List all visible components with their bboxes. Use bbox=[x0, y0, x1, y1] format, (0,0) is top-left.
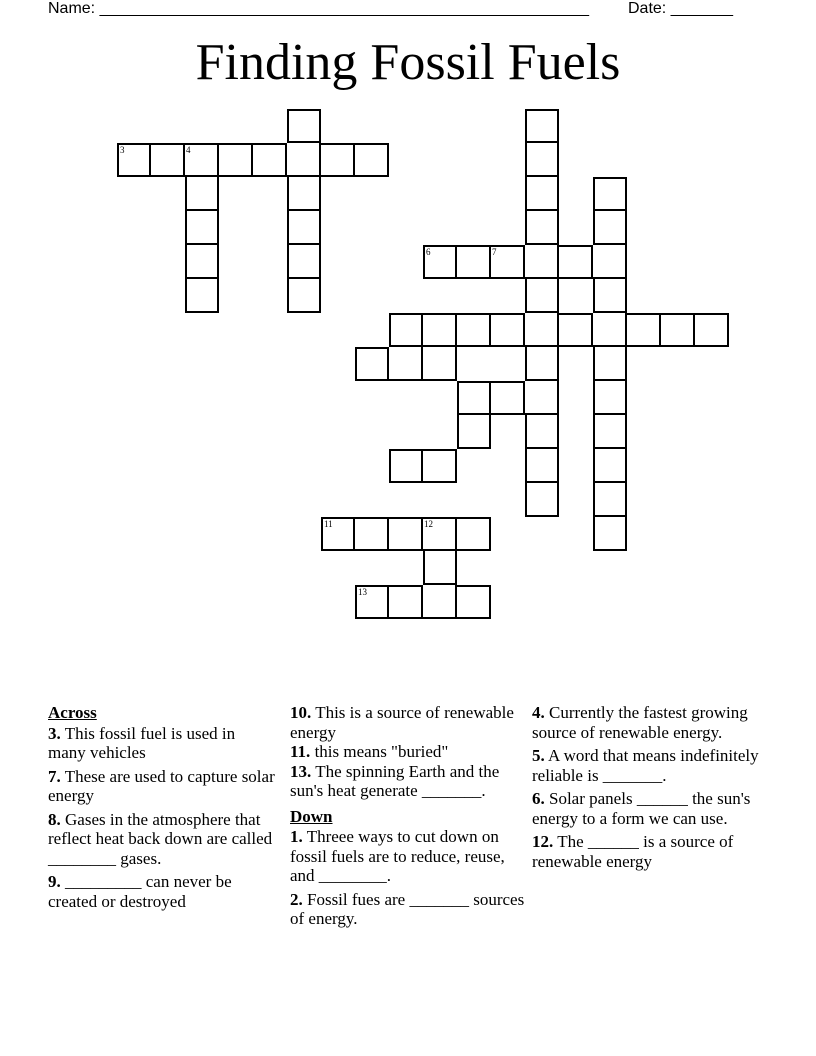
grid-cell[interactable] bbox=[593, 211, 627, 245]
grid-cell[interactable] bbox=[185, 245, 219, 279]
grid-cell[interactable] bbox=[593, 517, 627, 551]
clue-number-label: 4 bbox=[186, 145, 191, 155]
grid-cell[interactable] bbox=[321, 517, 355, 551]
grid-cell[interactable] bbox=[423, 313, 457, 347]
clue-number: 2. bbox=[290, 889, 303, 909]
down-clue-5 bbox=[532, 746, 772, 785]
grid-cell[interactable] bbox=[253, 143, 287, 177]
clue-text: This fossil fuel is used in many vehicles bbox=[48, 723, 236, 762]
grid-cell[interactable] bbox=[525, 143, 559, 177]
grid-cell[interactable] bbox=[287, 177, 321, 211]
across-clue-13 bbox=[290, 762, 526, 801]
grid-cell[interactable] bbox=[525, 109, 559, 143]
clue-number: 11. bbox=[290, 742, 311, 761]
clue-text: This is a source of renewable energy bbox=[290, 703, 514, 742]
across-clue-10 bbox=[290, 703, 526, 742]
grid-cell[interactable] bbox=[389, 449, 423, 483]
grid-cell[interactable] bbox=[287, 109, 321, 143]
grid-cell[interactable] bbox=[491, 381, 525, 415]
grid-cell[interactable] bbox=[287, 143, 321, 177]
grid-cell[interactable] bbox=[287, 211, 321, 245]
clue-number-label: 12 bbox=[424, 519, 433, 529]
grid-cell[interactable] bbox=[593, 415, 627, 449]
grid-cell[interactable] bbox=[525, 279, 559, 313]
grid-cell[interactable] bbox=[593, 279, 627, 313]
clue-number: 9. bbox=[48, 872, 61, 891]
down-clue-2 bbox=[290, 890, 526, 929]
clue-column-3 bbox=[532, 703, 772, 875]
grid-cell[interactable] bbox=[287, 245, 321, 279]
grid-cell[interactable] bbox=[525, 313, 559, 347]
down-clue-4 bbox=[532, 703, 772, 742]
grid-cell[interactable] bbox=[525, 381, 559, 415]
clue-text: The ______ is a source of renewable energy bbox=[532, 832, 734, 871]
grid-cell[interactable] bbox=[525, 415, 559, 449]
clue-number-label: 11 bbox=[324, 519, 333, 529]
grid-cell[interactable] bbox=[219, 143, 253, 177]
clue-text: A word that means indefinitely reliable is _______. bbox=[532, 746, 759, 785]
grid-cell[interactable] bbox=[457, 585, 491, 619]
down-clue-12 bbox=[532, 832, 772, 871]
clue-number: 7. bbox=[48, 766, 61, 786]
across-clue-7 bbox=[48, 767, 276, 806]
grid-cell[interactable] bbox=[593, 381, 627, 415]
grid-cell[interactable] bbox=[661, 313, 695, 347]
grid-cell[interactable] bbox=[457, 381, 491, 415]
grid-cell[interactable] bbox=[593, 347, 627, 381]
grid-cell[interactable] bbox=[593, 245, 627, 279]
grid-cell[interactable] bbox=[355, 585, 389, 619]
clue-text: _________ can never be created or destroyed bbox=[48, 872, 232, 911]
grid-cell[interactable] bbox=[287, 279, 321, 313]
across-clue-8 bbox=[48, 810, 276, 869]
grid-cell[interactable] bbox=[593, 177, 627, 211]
across-clue-9 bbox=[48, 872, 276, 911]
grid-cell[interactable] bbox=[525, 483, 559, 517]
name-field[interactable]: Name: _______________________________________________________ bbox=[48, 0, 589, 17]
grid-cell[interactable] bbox=[321, 143, 355, 177]
grid-cell[interactable] bbox=[525, 211, 559, 245]
grid-cell[interactable] bbox=[389, 313, 423, 347]
grid-cell[interactable] bbox=[151, 143, 185, 177]
clue-number-label: 6 bbox=[426, 247, 431, 257]
grid-cell[interactable] bbox=[185, 177, 219, 211]
grid-cell[interactable] bbox=[593, 483, 627, 517]
grid-cell[interactable] bbox=[423, 551, 457, 585]
grid-cell[interactable] bbox=[389, 517, 423, 551]
grid-cell[interactable] bbox=[185, 279, 219, 313]
grid-cell[interactable] bbox=[355, 143, 389, 177]
grid-cell[interactable] bbox=[627, 313, 661, 347]
grid-cell[interactable] bbox=[593, 449, 627, 483]
clue-column-1 bbox=[48, 703, 276, 915]
grid-cell[interactable] bbox=[525, 245, 559, 279]
clue-text: Solar panels ______ the sun's energy to a form we can use. bbox=[532, 789, 751, 828]
grid-cell[interactable] bbox=[185, 143, 219, 177]
grid-cell[interactable] bbox=[389, 347, 423, 381]
grid-cell[interactable] bbox=[491, 313, 525, 347]
date-field[interactable]: Date: _______ bbox=[628, 0, 733, 17]
clue-text: These are used to capture solar energy bbox=[48, 766, 275, 805]
grid-cell[interactable] bbox=[525, 449, 559, 483]
across-clue-11 bbox=[290, 742, 526, 762]
grid-cell[interactable] bbox=[593, 313, 627, 347]
clue-number: 5. bbox=[532, 746, 545, 765]
clue-number-label: 3 bbox=[120, 145, 125, 155]
grid-cell[interactable] bbox=[457, 415, 491, 449]
clue-number: 12. bbox=[532, 832, 554, 851]
grid-cell[interactable] bbox=[457, 517, 491, 551]
grid-cell[interactable] bbox=[185, 211, 219, 245]
clue-number: 6. bbox=[532, 789, 545, 808]
down-clue-6 bbox=[532, 789, 772, 828]
clue-text: Fossil fues are _______ sources of energy. bbox=[290, 889, 525, 928]
clue-text: Currently the fastest growing source of renewable energy. bbox=[532, 703, 748, 742]
down-heading: Down bbox=[290, 806, 333, 826]
grid-cell[interactable] bbox=[355, 517, 389, 551]
grid-cell[interactable] bbox=[423, 245, 457, 279]
clue-number: 3. bbox=[48, 723, 61, 743]
grid-cell[interactable] bbox=[423, 347, 457, 381]
down-clue-1 bbox=[290, 827, 526, 886]
grid-cell[interactable] bbox=[389, 585, 423, 619]
clue-text: The spinning Earth and the sun's heat generate _______. bbox=[290, 761, 500, 800]
grid-cell[interactable] bbox=[423, 449, 457, 483]
grid-cell[interactable] bbox=[525, 347, 559, 381]
clue-number: 10. bbox=[290, 703, 312, 722]
clue-number: 4. bbox=[532, 703, 545, 722]
grid-cell[interactable] bbox=[695, 313, 729, 347]
grid-cell[interactable] bbox=[457, 313, 491, 347]
grid-cell[interactable] bbox=[559, 245, 593, 279]
clue-text: Gases in the atmosphere that reflect heat back down are called ________ gases. bbox=[48, 809, 273, 868]
clue-number-label: 7 bbox=[492, 247, 497, 257]
clue-number-label: 13 bbox=[358, 587, 367, 597]
grid-cell[interactable] bbox=[355, 347, 389, 381]
grid-cell[interactable] bbox=[423, 585, 457, 619]
grid-cell[interactable] bbox=[457, 245, 491, 279]
grid-cell[interactable] bbox=[423, 517, 457, 551]
across-heading: Across bbox=[48, 703, 97, 722]
clue-text: Threee ways to cut down on fossil fuels are to reduce, reuse, and ________. bbox=[290, 827, 505, 885]
grid-cell[interactable] bbox=[491, 245, 525, 279]
clue-number: 1. bbox=[290, 827, 303, 846]
clue-column-2 bbox=[290, 703, 526, 933]
across-clue-3 bbox=[48, 724, 276, 763]
clue-text: this means "buried" bbox=[310, 742, 449, 761]
clue-number: 13. bbox=[290, 761, 312, 781]
grid-cell[interactable] bbox=[525, 177, 559, 211]
grid-cell[interactable] bbox=[559, 313, 593, 347]
grid-cell[interactable] bbox=[117, 143, 151, 177]
clue-number: 8. bbox=[48, 809, 61, 829]
page-title: Finding Fossil Fuels bbox=[195, 34, 621, 91]
